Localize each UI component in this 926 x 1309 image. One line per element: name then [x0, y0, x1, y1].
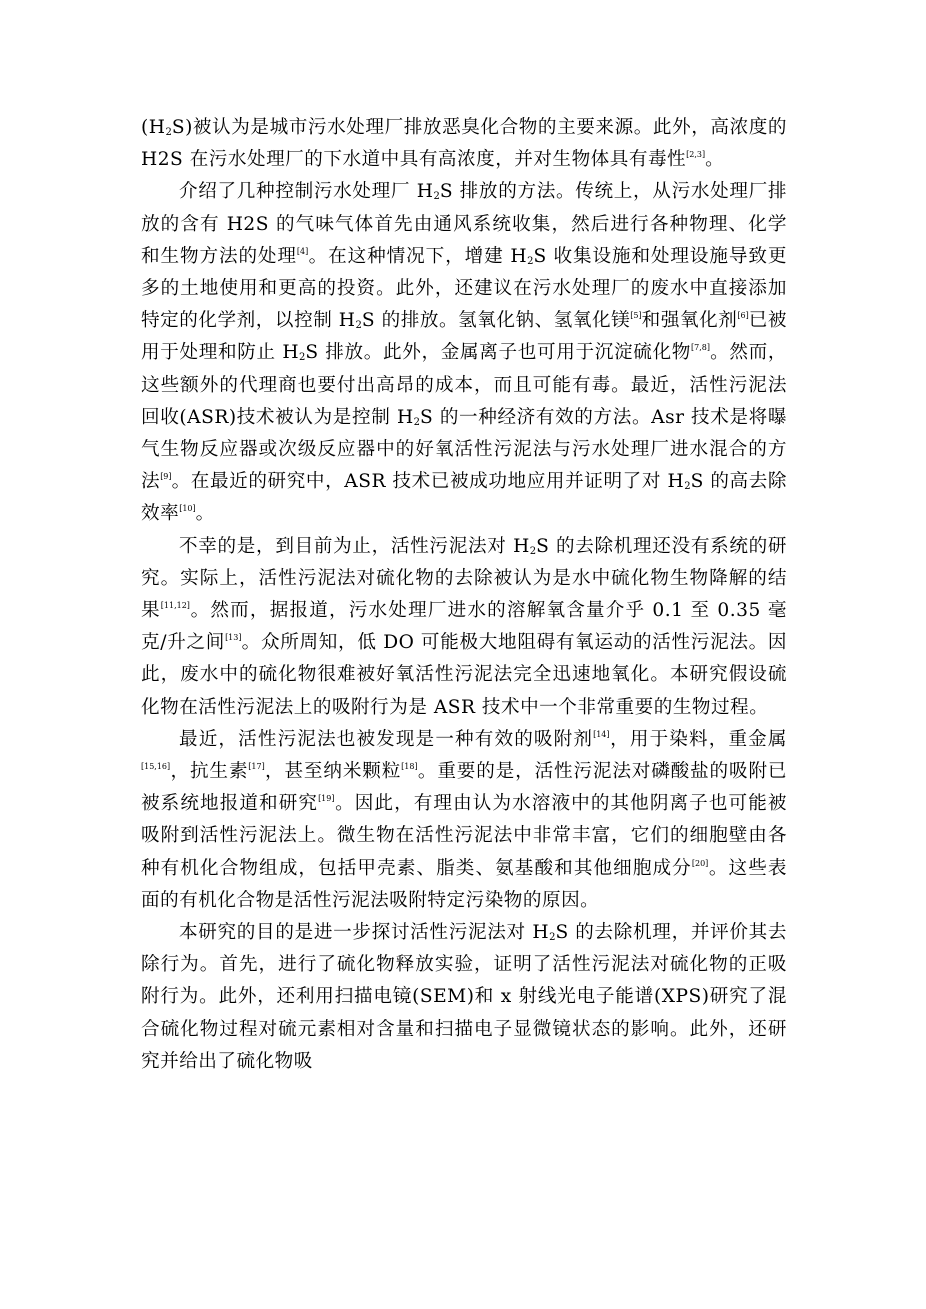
citation-marker: [2,3]	[686, 150, 706, 160]
paragraph-3	[141, 531, 787, 724]
text-run: ，用于染料，重金属	[609, 728, 787, 750]
text-run: 。然而，据报道，污水处理厂进水的溶解氧含量介乎 0.1 至 0.35 毫克/升之间	[141, 600, 787, 654]
subscript: 2	[165, 127, 172, 138]
text-run: S 的去除机理，并评价其去除行为。首先，进行了硫化物释放实验，证明了活性污泥法对硫化物的正吸附行为。此外，还利用扫描电镜(SEM)和 x 射线光电子能谱(XPS)研究了混合硫化物过程对硫元素相对含量和扫描电子显微镜状态的影响。此外，还研究并给出了硫化物吸	[141, 922, 787, 1072]
citation-marker: [18]	[401, 762, 418, 772]
citation-marker: [9]	[160, 472, 172, 482]
citation-marker: [20]	[691, 858, 709, 868]
paragraph-1	[141, 112, 787, 176]
paragraph-4	[141, 724, 787, 917]
paragraph-2	[141, 176, 787, 530]
text-run: S 的一种经济有效的方法。Asr 技术是将曝气生物反应器或次级反应器中的好氧活性污泥法与污水处理厂进水混合的方法	[141, 406, 787, 493]
paragraph-5	[141, 917, 787, 1078]
subscript: 2	[355, 320, 362, 332]
citation-marker: [4]	[296, 246, 309, 256]
citation-marker: [5]	[630, 311, 642, 321]
text-run: 。	[705, 149, 725, 171]
citation-marker: [15,16]	[141, 762, 171, 772]
text-run: S 的去除机理还没有系统的研究。实际上，活性污泥法对硫化物的去除被认为是水中硫化物生物降解的结果	[141, 535, 787, 622]
text-run: S 排放。此外，金属离子也可用于沉淀硫化物	[305, 342, 691, 364]
subscript: 2	[549, 932, 556, 944]
citation-marker: [17]	[248, 762, 265, 772]
text-run: 。	[195, 503, 215, 525]
text-run: 本研究的目的是进一步探讨活性污泥法对 H	[179, 922, 550, 944]
text-run: 不幸的是，到目前为止，活性污泥法对 H	[179, 535, 530, 557]
subscript: 2	[684, 481, 691, 493]
text-run: S)被认为是城市污水处理厂排放恶臭化合物的主要来源。此外，高浓度的 H2S 在污水处理厂的下水道中具有高浓度，并对生物体具有毒性	[141, 117, 787, 171]
subscript: 2	[529, 545, 537, 557]
text-run: S 排放的方法。传统上，从污水处理厂排放的含有 H2S 的气味气体首先由通风系统收集，然后进行各种物理、化学和生物方法的处理	[141, 181, 787, 267]
text-run: 。重要的是，活性污泥法对磷酸盐的吸附已被系统地报道和研究	[141, 761, 787, 815]
text-run: 已被用于处理和防止 H	[141, 310, 787, 364]
text-run: 。因此，有理由认为水溶液中的其他阴离子也可能被吸附到活性污泥法上。微生物在活性污泥法中非常丰富，它们的细胞壁由各种有机化合物组成，包括甲壳素、脂类、氨基酸和其他细胞成分	[141, 793, 787, 879]
text-run: 。这些表面的有机化合物是活性污泥法吸附特定污染物的原因。	[141, 857, 787, 911]
citation-marker: [19]	[318, 794, 335, 804]
document-page	[141, 112, 787, 1078]
subscript: 2	[413, 416, 421, 428]
text-run: S 收集设施和处理设施导致更多的土地使用和更高的投资。此外，还建议在污水处理厂的废水中直接添加特定的化学剂，以控制 H	[141, 245, 787, 332]
citation-marker: [14]	[593, 729, 610, 739]
subscript: 2	[433, 191, 440, 203]
subscript: 2	[299, 352, 306, 364]
text-run: ，抗生素	[170, 761, 249, 783]
citation-marker: [10]	[179, 504, 196, 514]
citation-marker: [6]	[737, 311, 749, 321]
citation-marker: [13]	[225, 633, 242, 643]
text-run: 。在这种情况下，增建 H	[308, 245, 528, 267]
text-run: 最近，活性污泥法也被发现是一种有效的吸附剂	[179, 728, 594, 750]
text-run: ，甚至纳米颗粒	[264, 761, 402, 783]
text-run: (H	[141, 117, 166, 138]
text-run: S 的高去除效率	[141, 471, 787, 525]
text-run: S 的排放。氢氧化钠、氢氧化镁	[361, 310, 631, 332]
subscript: 2	[527, 255, 534, 267]
text-run: 。然而，这些额外的代理商也要付出高昂的成本，而且可能有毒。最近，活性污泥法回收(ASR)技术被认为是控制 H	[141, 342, 787, 428]
text-run: 介绍了几种控制污水处理厂 H	[179, 181, 434, 203]
text-run: 和强氧化剂	[641, 310, 738, 332]
citation-marker: [7,8]	[691, 343, 710, 353]
text-run: 。在最近的研究中，ASR 技术已被成功地应用并证明了对 H	[171, 471, 685, 493]
citation-marker: [11,12]	[160, 601, 190, 611]
text-run: 。众所周知，低 DO 可能极大地阻碍有氧运动的活性污泥法。因此，废水中的硫化物很难被好氧活性污泥法完全迅速地氧化。本研究假设硫化物在活性污泥法上的吸附行为是 ASR 技术中一个非常重要的生物过程。	[141, 632, 787, 718]
